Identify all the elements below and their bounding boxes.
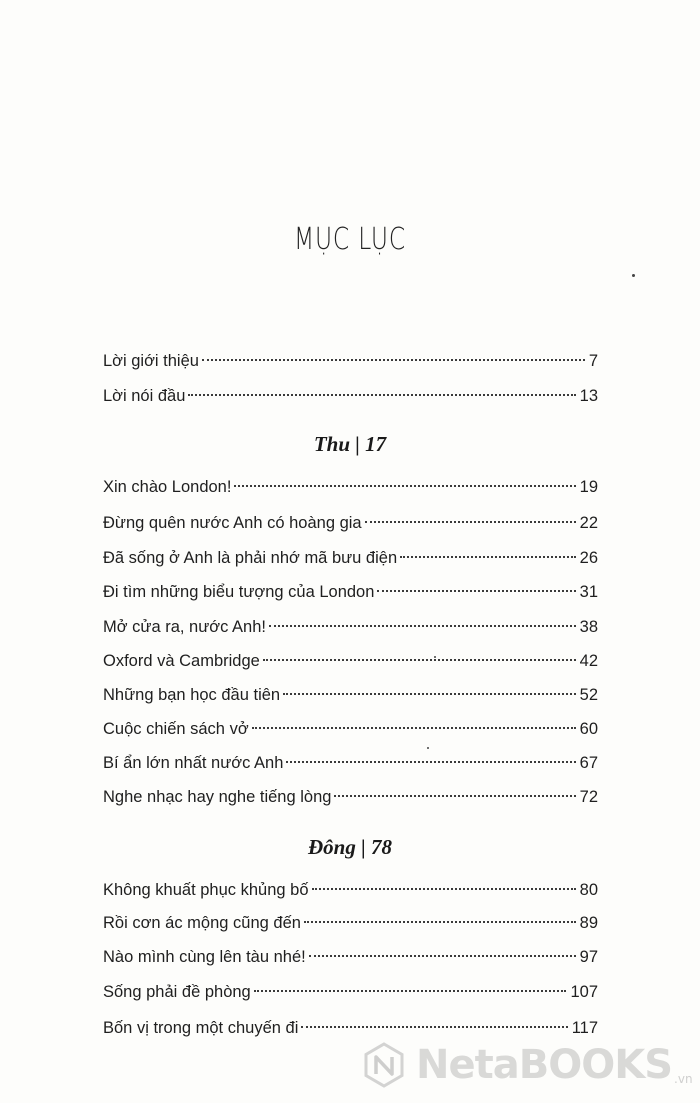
toc-entry-page: 117: [571, 1019, 598, 1037]
toc-entry-page: 67: [579, 754, 598, 772]
toc-entry-label: Sống phải đề phòng: [103, 983, 251, 1001]
dot-leader: [234, 470, 575, 492]
neta-hexagon-logo-icon: [360, 1041, 408, 1089]
toc-entry-page: 97: [579, 948, 598, 966]
toc-entry-label: Bốn vị trong một chuyến đi: [103, 1019, 299, 1037]
toc-entry-label: Mở cửa ra, nước Anh!: [103, 618, 266, 636]
page-title: MỤC LỤC: [294, 222, 406, 257]
dot-leader: [269, 610, 576, 632]
dot-leader: [309, 940, 576, 962]
print-speck: [632, 274, 635, 277]
toc-entry-page: 89: [579, 914, 598, 932]
toc-entry[interactable]: [103, 541, 598, 569]
toc-entry-page: 19: [579, 478, 598, 496]
toc-entry-label: Oxford và Cambridge: [103, 652, 260, 670]
toc-entry[interactable]: [103, 780, 598, 808]
toc-entry-label: Xin chào London!: [103, 478, 232, 496]
toc-entry-label: Lời giới thiệu: [103, 352, 199, 370]
toc-entry-label: Không khuất phục khủng bố: [103, 881, 309, 899]
toc-entry[interactable]: [103, 746, 598, 774]
toc-entry[interactable]: [103, 610, 598, 638]
toc-entry-page: 42: [579, 652, 598, 670]
print-speck: [434, 656, 436, 658]
toc-entry[interactable]: [103, 575, 598, 603]
toc-entry[interactable]: [103, 975, 598, 1003]
toc-entry-label: Nào mình cùng lên tàu nhé!: [103, 948, 306, 966]
dot-leader: [400, 541, 576, 563]
toc-entry-label: Cuộc chiến sách vở: [103, 720, 249, 738]
toc-entry-page: 72: [579, 788, 598, 806]
toc-entry-page: 38: [579, 618, 598, 636]
toc-entry[interactable]: [103, 379, 598, 407]
dot-leader: [252, 712, 576, 734]
toc-entry-label: Đã sống ở Anh là phải nhớ mã bưu điện: [103, 549, 398, 567]
toc-entry-label: Bí ẩn lớn nhất nước Anh: [103, 754, 284, 772]
toc-entry[interactable]: [103, 873, 598, 901]
section-heading-dong: Đông | 78: [308, 835, 392, 859]
toc-entry-page: 52: [579, 686, 598, 704]
dot-leader: [286, 746, 575, 768]
dot-leader: [188, 379, 575, 401]
toc-entry[interactable]: [103, 506, 598, 534]
dot-leader: [254, 975, 567, 997]
toc-entry-page: 7: [588, 352, 598, 370]
print-speck: [427, 747, 429, 749]
watermark-brand: NetaBOOKS: [416, 1042, 673, 1088]
dot-leader: [377, 575, 575, 597]
toc-entry[interactable]: [103, 906, 598, 934]
toc-entry[interactable]: [103, 470, 598, 498]
toc-entry[interactable]: [103, 940, 598, 968]
dot-leader: [263, 644, 576, 666]
dot-leader: [283, 678, 576, 700]
toc-entry-label: Đi tìm những biểu tượng của London: [103, 583, 375, 601]
toc-entry[interactable]: [103, 644, 598, 672]
toc-entry[interactable]: [103, 678, 598, 706]
toc-entry-label: Rồi cơn ác mộng cũng đến: [103, 914, 301, 932]
dot-leader: [365, 506, 576, 528]
toc-entry-page: 26: [579, 549, 598, 567]
toc-entry-page: 107: [570, 983, 598, 1001]
section-heading-thu: Thu | 17: [313, 432, 387, 456]
toc-entry-label: Những bạn học đầu tiên: [103, 686, 281, 704]
dot-leader: [334, 780, 575, 802]
toc-entry-page: 22: [579, 514, 598, 532]
toc-entry-page: 31: [579, 583, 598, 601]
toc-entry-page: 13: [579, 387, 598, 405]
toc-entry-label: Nghe nhạc hay nghe tiếng lòng: [103, 788, 332, 806]
dot-leader: [202, 344, 585, 366]
toc-entry[interactable]: [103, 712, 598, 740]
netabooks-watermark: [360, 1030, 700, 1100]
toc-entry-label: Đừng quên nước Anh có hoàng gia: [103, 514, 362, 532]
dot-leader: [304, 906, 576, 928]
toc-entry-page: 60: [579, 720, 598, 738]
toc-entry-page: 80: [579, 881, 598, 899]
dot-leader: [312, 873, 576, 895]
toc-entry[interactable]: [103, 344, 598, 372]
watermark-suffix: .vn: [674, 1072, 693, 1086]
toc-entry-label: Lời nói đầu: [103, 387, 186, 405]
